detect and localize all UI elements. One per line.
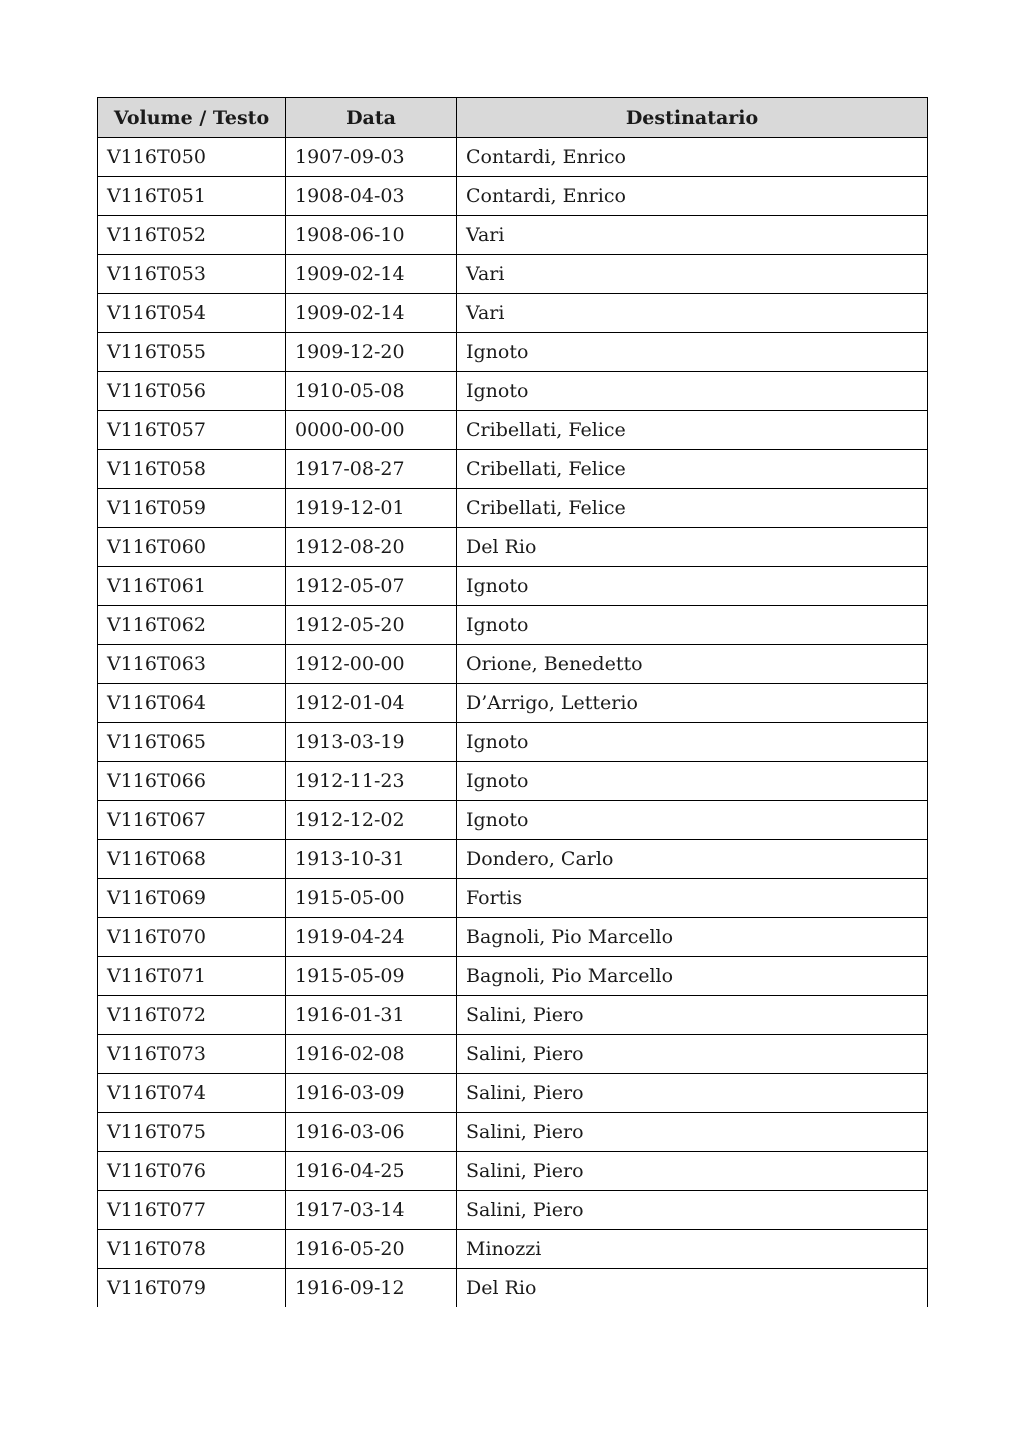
table-row bbox=[98, 216, 928, 255]
cell-destinatario: Ignoto bbox=[457, 333, 928, 372]
cell-data: 1912-05-07 bbox=[286, 567, 457, 606]
table-body bbox=[98, 138, 928, 1308]
cell-volume-testo: V116T056 bbox=[98, 372, 286, 411]
cell-destinatario: Fortis bbox=[457, 879, 928, 918]
cell-data: 1916-03-06 bbox=[286, 1113, 457, 1152]
cell-volume-testo: V116T062 bbox=[98, 606, 286, 645]
cell-destinatario: Cribellati, Felice bbox=[457, 489, 928, 528]
cell-destinatario: Ignoto bbox=[457, 606, 928, 645]
cell-volume-testo: V116T065 bbox=[98, 723, 286, 762]
cell-destinatario: Del Rio bbox=[457, 1269, 928, 1308]
cell-volume-testo: V116T057 bbox=[98, 411, 286, 450]
cell-destinatario: Contardi, Enrico bbox=[457, 138, 928, 177]
cell-volume-testo: V116T054 bbox=[98, 294, 286, 333]
cell-volume-testo: V116T072 bbox=[98, 996, 286, 1035]
cell-destinatario: Minozzi bbox=[457, 1230, 928, 1269]
cell-destinatario: Salini, Piero bbox=[457, 1035, 928, 1074]
cell-destinatario: Salini, Piero bbox=[457, 996, 928, 1035]
cell-volume-testo: V116T069 bbox=[98, 879, 286, 918]
table-row bbox=[98, 840, 928, 879]
cell-destinatario: Orione, Benedetto bbox=[457, 645, 928, 684]
table-row bbox=[98, 1269, 928, 1308]
cell-destinatario: Ignoto bbox=[457, 762, 928, 801]
cell-data: 1912-05-20 bbox=[286, 606, 457, 645]
cell-volume-testo: V116T076 bbox=[98, 1152, 286, 1191]
cell-data: 1916-05-20 bbox=[286, 1230, 457, 1269]
cell-volume-testo: V116T058 bbox=[98, 450, 286, 489]
cell-data: 1916-09-12 bbox=[286, 1269, 457, 1308]
table-row bbox=[98, 723, 928, 762]
cell-data: 1912-01-04 bbox=[286, 684, 457, 723]
cell-volume-testo: V116T070 bbox=[98, 918, 286, 957]
table-row bbox=[98, 372, 928, 411]
cell-destinatario: Ignoto bbox=[457, 372, 928, 411]
cell-data: 1916-01-31 bbox=[286, 996, 457, 1035]
table-header-row bbox=[98, 98, 928, 138]
cell-data: 1907-09-03 bbox=[286, 138, 457, 177]
cell-destinatario: Bagnoli, Pio Marcello bbox=[457, 918, 928, 957]
cell-volume-testo: V116T073 bbox=[98, 1035, 286, 1074]
cell-destinatario: D’Arrigo, Letterio bbox=[457, 684, 928, 723]
table-row bbox=[98, 606, 928, 645]
table-row bbox=[98, 957, 928, 996]
cell-volume-testo: V116T079 bbox=[98, 1269, 286, 1308]
header-volume-testo: Volume / Testo bbox=[98, 98, 286, 138]
table-row bbox=[98, 1035, 928, 1074]
cell-volume-testo: V116T064 bbox=[98, 684, 286, 723]
cell-destinatario: Contardi, Enrico bbox=[457, 177, 928, 216]
cell-volume-testo: V116T059 bbox=[98, 489, 286, 528]
table-row bbox=[98, 1152, 928, 1191]
cell-volume-testo: V116T051 bbox=[98, 177, 286, 216]
cell-data: 1913-03-19 bbox=[286, 723, 457, 762]
cell-volume-testo: V116T050 bbox=[98, 138, 286, 177]
table-row bbox=[98, 138, 928, 177]
cell-volume-testo: V116T077 bbox=[98, 1191, 286, 1230]
table-row bbox=[98, 294, 928, 333]
table-row bbox=[98, 645, 928, 684]
cell-destinatario: Ignoto bbox=[457, 567, 928, 606]
cell-destinatario: Salini, Piero bbox=[457, 1191, 928, 1230]
cell-destinatario: Salini, Piero bbox=[457, 1113, 928, 1152]
cell-volume-testo: V116T067 bbox=[98, 801, 286, 840]
cell-destinatario: Bagnoli, Pio Marcello bbox=[457, 957, 928, 996]
table-row bbox=[98, 996, 928, 1035]
cell-data: 1916-03-09 bbox=[286, 1074, 457, 1113]
header-data: Data bbox=[286, 98, 457, 138]
cell-data: 1913-10-31 bbox=[286, 840, 457, 879]
table-row bbox=[98, 1191, 928, 1230]
cell-destinatario: Salini, Piero bbox=[457, 1152, 928, 1191]
table-row bbox=[98, 801, 928, 840]
cell-volume-testo: V116T068 bbox=[98, 840, 286, 879]
cell-destinatario: Cribellati, Felice bbox=[457, 450, 928, 489]
cell-data: 1916-04-25 bbox=[286, 1152, 457, 1191]
cell-data: 1915-05-00 bbox=[286, 879, 457, 918]
table-row bbox=[98, 177, 928, 216]
cell-data: 1908-06-10 bbox=[286, 216, 457, 255]
cell-destinatario: Del Rio bbox=[457, 528, 928, 567]
cell-destinatario: Vari bbox=[457, 216, 928, 255]
header-destinatario: Destinatario bbox=[457, 98, 928, 138]
table-row bbox=[98, 762, 928, 801]
cell-destinatario: Salini, Piero bbox=[457, 1074, 928, 1113]
cell-volume-testo: V116T075 bbox=[98, 1113, 286, 1152]
table-row bbox=[98, 1074, 928, 1113]
cell-data: 1912-00-00 bbox=[286, 645, 457, 684]
cell-volume-testo: V116T071 bbox=[98, 957, 286, 996]
table-row bbox=[98, 411, 928, 450]
cell-data: 1919-04-24 bbox=[286, 918, 457, 957]
cell-data: 1909-02-14 bbox=[286, 294, 457, 333]
cell-data: 1909-02-14 bbox=[286, 255, 457, 294]
cell-data: 1917-03-14 bbox=[286, 1191, 457, 1230]
cell-data: 0000-00-00 bbox=[286, 411, 457, 450]
table-row bbox=[98, 255, 928, 294]
cell-volume-testo: V116T074 bbox=[98, 1074, 286, 1113]
table-row bbox=[98, 528, 928, 567]
cell-data: 1919-12-01 bbox=[286, 489, 457, 528]
cell-data: 1912-11-23 bbox=[286, 762, 457, 801]
cell-destinatario: Dondero, Carlo bbox=[457, 840, 928, 879]
cell-destinatario: Ignoto bbox=[457, 801, 928, 840]
cell-volume-testo: V116T066 bbox=[98, 762, 286, 801]
cell-volume-testo: V116T060 bbox=[98, 528, 286, 567]
cell-destinatario: Vari bbox=[457, 255, 928, 294]
letters-table bbox=[97, 97, 928, 1307]
cell-volume-testo: V116T061 bbox=[98, 567, 286, 606]
cell-data: 1908-04-03 bbox=[286, 177, 457, 216]
cell-volume-testo: V116T053 bbox=[98, 255, 286, 294]
table-row bbox=[98, 684, 928, 723]
cell-data: 1912-08-20 bbox=[286, 528, 457, 567]
cell-volume-testo: V116T052 bbox=[98, 216, 286, 255]
cell-destinatario: Cribellati, Felice bbox=[457, 411, 928, 450]
table-row bbox=[98, 567, 928, 606]
cell-data: 1916-02-08 bbox=[286, 1035, 457, 1074]
table-row bbox=[98, 879, 928, 918]
cell-data: 1909-12-20 bbox=[286, 333, 457, 372]
cell-destinatario: Ignoto bbox=[457, 723, 928, 762]
table-row bbox=[98, 1113, 928, 1152]
cell-destinatario: Vari bbox=[457, 294, 928, 333]
cell-data: 1912-12-02 bbox=[286, 801, 457, 840]
cell-volume-testo: V116T063 bbox=[98, 645, 286, 684]
table-row bbox=[98, 1230, 928, 1269]
cell-volume-testo: V116T055 bbox=[98, 333, 286, 372]
cell-data: 1917-08-27 bbox=[286, 450, 457, 489]
table-row bbox=[98, 918, 928, 957]
table-row bbox=[98, 333, 928, 372]
cell-data: 1910-05-08 bbox=[286, 372, 457, 411]
cell-volume-testo: V116T078 bbox=[98, 1230, 286, 1269]
document-table-container bbox=[97, 97, 927, 1307]
table-row bbox=[98, 450, 928, 489]
table-row bbox=[98, 489, 928, 528]
cell-data: 1915-05-09 bbox=[286, 957, 457, 996]
